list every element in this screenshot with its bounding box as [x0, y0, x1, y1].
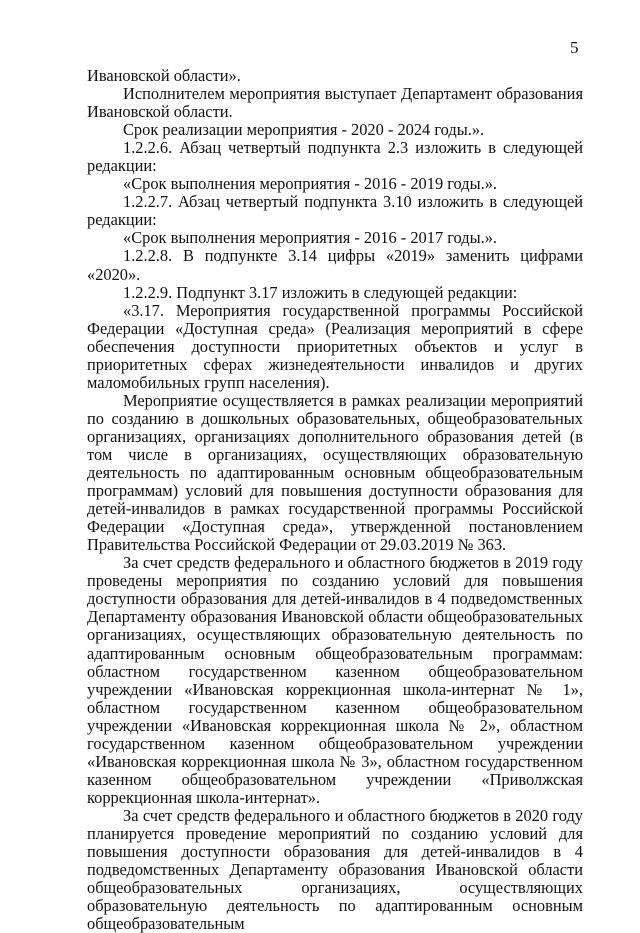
paragraph-1-2-2-9: 1.2.2.9. Подпункт 3.17 изложить в следующей редакции:: [123, 282, 518, 302]
paragraph-2020-funding: За счет средств федерального и областного бюджетов в 2020 году планируется проведение мероприятий по созданию условий для повышения доступности образования для детей-инвалидов в 4 подведомственных Департаменту образования Ивановской области общеобразовательных организациях, осуществляющих образовательную деятельность по адаптированным основным общеобразовательным: [87, 805, 583, 933]
paragraph-quote-2016-2019: «Срок выполнения мероприятия - 2016 - 2019 годы.».: [123, 174, 498, 194]
paragraph-quote-2016-2017: «Срок выполнения мероприятия - 2016 - 2017 годы.».: [123, 228, 498, 248]
page-number: 5: [570, 38, 579, 57]
paragraph-executor: Исполнителем мероприятия выступает Департамент образования Ивановской области.: [87, 84, 583, 122]
paragraph-1-2-2-8: 1.2.2.8. В подпункте 3.14 цифры «2019» заменить цифрами «2020».: [87, 246, 583, 284]
paragraph-continuation: Ивановской области».: [87, 66, 241, 85]
paragraph-1-2-2-6: 1.2.2.6. Абзац четвертый подпункта 2.3 изложить в следующей редакции:: [87, 138, 583, 176]
paragraph-activity: Мероприятие осуществляется в рамках реализации мероприятий по созданию в дошкольных образовательных, общеобразовательных организациях, организациях дополнительного образования детей (в том числе в организациях, осуществляющих образовательную деятельность по адаптированным основным общеобразовательным программам) условий для повышения доступности образования для детей-инвалидов в рамках государственной программы Российской Федерации «Доступная среда», утвержденной постановлением Правительства Российской Федерации от 29.03.2019 № 363.: [87, 390, 583, 555]
paragraph-2019-funding: За счет средств федерального и областного бюджетов в 2019 году проведены мероприятия по созданию условий для повышения доступности образования для детей-инвалидов в 4 подведомственных Департаменту образования Ивановской области общеобразовательных организациях, осуществляющих образовательную деятельность по адаптированным основным общеобразовательным программам: областном государственном казенном общеобразовательном учреждении «Ивановская коррекционная школа-интернат № 1», областном государственном казенном общеобразовательном учреждении «Ивановская коррекционная школа № 2», областном государственном казенном общеобразовательном учреждении «Ивановская коррекционная школа № 3», областном государственном казенном общеобразовательном учреждении «Приволжская коррекционная школа-интернат».: [87, 553, 583, 807]
paragraph-term: Срок реализации мероприятия - 2020 - 2024 годы.».: [123, 120, 485, 140]
paragraph-3-17: «3.17. Мероприятия государственной программы Российской Федерации «Доступная среда» (Реализация мероприятий в сфере обеспечения доступности приоритетных объектов и услуг в приоритетных сферах жизнедеятельности инвалидов и других маломобильных групп населения).: [87, 300, 583, 392]
paragraph-1-2-2-7: 1.2.2.7. Абзац четвертый подпункта 3.10 изложить в следующей редакции:: [87, 192, 583, 230]
document-body: [87, 67, 583, 933]
